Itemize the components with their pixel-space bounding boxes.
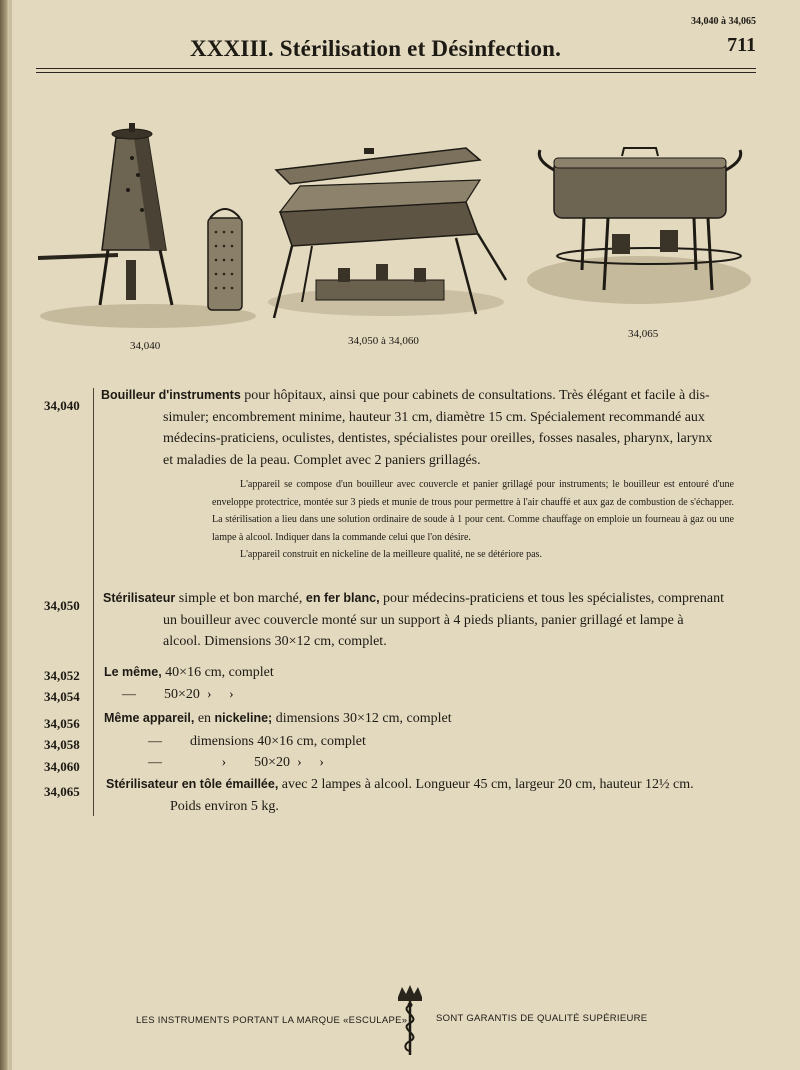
figure-caption: 34,065 [628,328,659,340]
footer-left-text: LES INSTRUMENTS PORTANT LA MARQUE «ESCULAPE» [136,1015,408,1026]
item-description: Même appareil, en nickeline; dimensions 30×12 cm, complet [104,711,452,726]
item-name: Stérilisateur [103,591,176,605]
item-description: — dimensions 40×16 cm, complet [148,734,366,749]
item-name: Stérilisateur en tôle émaillée, [106,777,279,791]
item-description: Bouilleur d'instruments pour hôpitaux, ainsi que pour cabinets de consultations. Très élégant et facile à dis- simuler; encombrement minime, hauteur 31 cm, diamètre 15 cm. Spécialement recommandé aux médecins-praticiens, oculistes, dentistes, spécialistes pour oreilles, fosses nasales, pharynx, larynx et maladies de la peau. Complet avec 2 paniers grillagés. [101,388,713,468]
footer-right-text: SONT GARANTIS DE QUALITÉ SUPÉRIEURE [436,1013,648,1024]
header-rule [36,68,756,69]
item-number: 34,058 [44,737,80,752]
item-number: 34,056 [44,716,80,731]
item-name: Bouilleur d'instruments [101,388,241,402]
item-note: L'appareil se compose d'un bouilleur avec couvercle et panier grillagé pour instruments; le bouilleur est entouré d'une enveloppe protectrice, montée sur 3 pieds et munie de trous pour permettre à l'air chauffé et aux gaz de combustion de s'échapper. La stérilisation a lieu dans une solution ordinaire de soude à 1 pour cent. Comme chauffage on emploie un fourneau à gaz ou une lampe à alcool. Indiquer dans la commande celui que l'on désire. L'appareil construit en nickeline de la meilleure qualité, ne se détériore pas. [212,479,734,560]
enameled-sterilizer-illustration [524,140,754,310]
item-description: Stérilisateur en tôle émaillée, avec 2 lampes à alcool. Longueur 45 cm, largeur 20 cm, hauteur 12½ cm. Poids environ 5 kg. [106,777,694,814]
item-name: Même appareil, [104,711,195,725]
item-description: — › 50×20 › › [148,755,324,770]
header-rule-double [36,72,756,73]
figure-caption: 34,040 [130,340,161,352]
page-edge [9,0,12,1070]
column-rule [93,388,94,816]
item-number: 34,040 [44,398,80,413]
page-range: 34,040 à 34,065 [691,16,756,27]
esculape-trademark-icon [392,985,428,1057]
item-number: 34,054 [44,689,80,704]
item-number: 34,050 [44,598,80,613]
item-description: Stérilisateur simple et bon marché, en fer blanc, pour médecins-praticiens et tous les spécialistes, comprenant un bouilleur avec couvercle monté sur un support à 4 pieds pliants, panier grillagé et lampe à alcool. Dimensions 30×12 cm, complet. [103,591,724,649]
sterilizer-illustration [266,142,516,322]
item-number: 34,060 [44,759,80,774]
item-name: Le même, [104,665,162,679]
book-binding [0,0,9,1070]
page-title: XXXIII. Stérilisation et Désinfection. [190,36,562,61]
item-description: — 50×20 › › [122,687,234,702]
item-description: Le même, 40×16 cm, complet [104,665,274,680]
item-number: 34,065 [44,784,80,799]
item-number: 34,052 [44,668,80,683]
figure-caption: 34,050 à 34,060 [348,335,419,347]
page-number: 711 [727,34,756,56]
instrument-boiler-illustration [38,120,258,330]
